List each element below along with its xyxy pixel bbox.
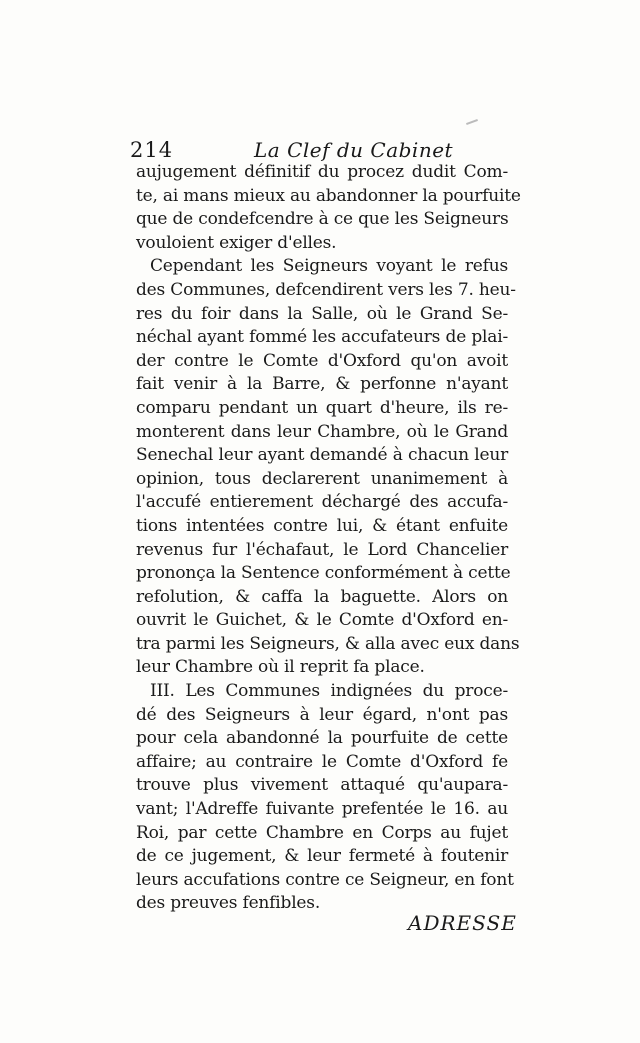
text-line: tra parmi les Seigneurs, & alla avec eux dans [136,633,520,654]
text-line: vant; l'Adreffe fuivante prefentée le 16. au [136,799,508,820]
text-line: vouloient exiger d'elles. [136,232,337,253]
text-line: leur Chambre où il reprit fa place. [136,657,425,678]
text-line: dé des Seigneurs à leur égard, n'ont pas [136,704,508,725]
text-line: revenus fur l'échafaut, le Lord Chancelier [136,539,508,560]
text-line: néchal ayant fommé les accufateurs de plai- [136,327,508,348]
text-line: fait venir à la Barre, & perfonne n'ayant [136,374,508,395]
text-line: pour cela abandonné la pourfuite de cette [136,728,508,749]
text-line: ouvrit le Guichet, & le Comte d'Oxford en- [136,610,508,631]
page-number: 214 [130,138,174,162]
text-line: que de condefcendre à ce que les Seigneurs [136,209,509,230]
text-line: leurs accufations contre ce Seigneur, en font [136,869,514,890]
text-line: refolution, & caffa la baguette. Alors on [136,586,508,607]
running-title: La Clef du Cabinet [254,138,454,162]
text-line: aujugement définitif du procez dudit Com- [136,162,508,182]
text-line: trouve plus vivement attaqué qu'aupara- [136,775,508,796]
text-line: affaire; au contraire le Comte d'Oxford fe [136,751,508,772]
text-line: Roi, par cette Chambre en Corps au fujet [136,822,508,843]
text-line: der contre le Comte d'Oxford qu'on avoit [136,350,508,371]
body-text [136,161,521,916]
text-line: des preuves fenfibles. [136,893,321,914]
text-line: de ce jugement, & leur fermeté à foutenir [136,846,508,867]
stray-mark [466,119,478,125]
text-line: tions intentées contre lui, & étant enfuite [136,515,508,536]
text-line: res du foir dans la Salle, où le Grand Se- [136,303,508,324]
text-line: prononça la Sentence conformément à cette [136,563,511,584]
text-line: monterent dans leur Chambre, où le Grand [136,421,508,442]
text-line: comparu pendant un quart d'heure, ils re- [136,397,508,418]
text-line: III. Les Communes indignées du proce- [150,681,508,702]
text-line: opinion, tous declarerent unanimement à [136,468,508,489]
text-line: Cependant les Seigneurs voyant le refus [150,256,508,277]
text-line: des Communes, defcendirent vers les 7. heu- [136,279,516,300]
text-line: te, ai mans mieux au abandonner la pourfuite [136,185,521,206]
text-line: l'accufé entierement déchargé des accufa- [136,492,508,513]
text-line: Senechal leur ayant demandé à chacun leur [136,445,508,466]
catchword: ADRESSE [408,911,517,935]
